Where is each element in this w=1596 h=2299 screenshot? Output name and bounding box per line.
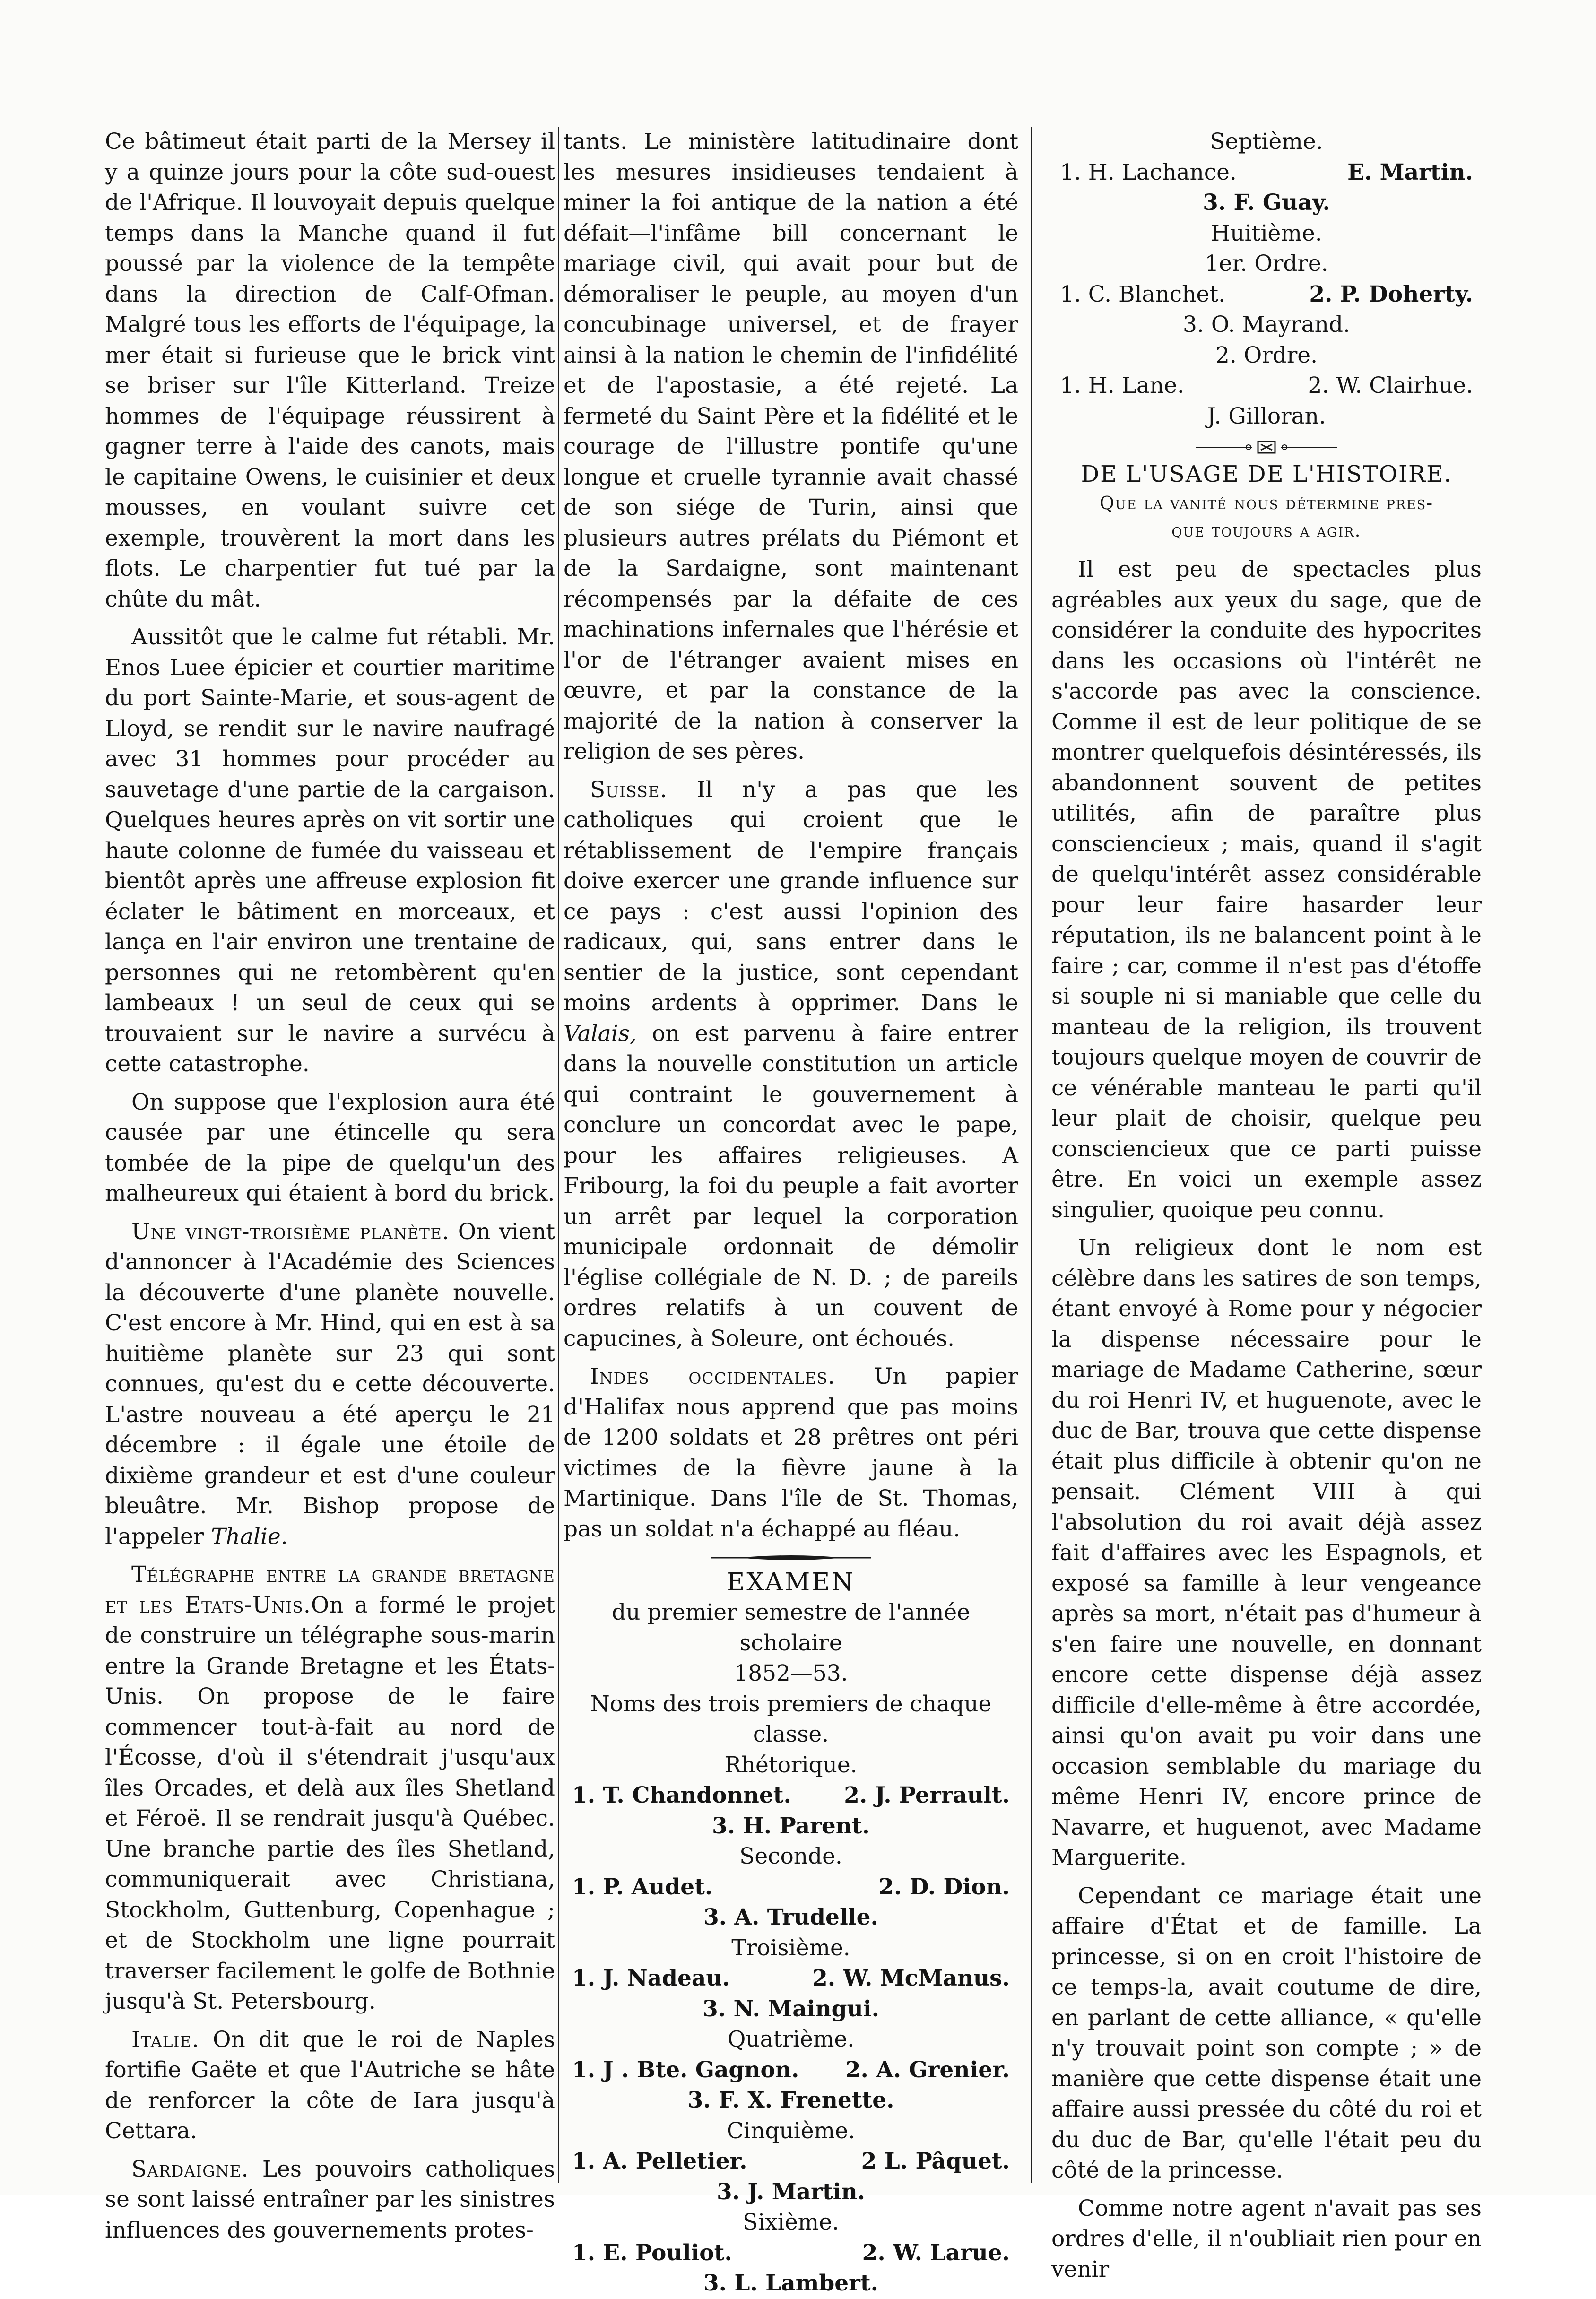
column-2 (564, 127, 1018, 2299)
sardinia-text: Les pouvoirs catholiques se sont laissé entraîner par les sinistres influences des gouvernements protes- (105, 2156, 555, 2243)
class-rhetorique (564, 1750, 1018, 1842)
italy-text: On dit que le roi de Naples fortifie Gaëte et que l'Autriche se hâte de renforcer la côte de Iara jusqu'à Cettara. (105, 2026, 555, 2144)
sardinia-paragraph (105, 2154, 555, 2246)
class-name: Quatrième. (727, 2026, 855, 2052)
rank-3: 3. L. Lambert. (703, 2270, 879, 2296)
planet-heading: Une vingt-troisième planète. (131, 1218, 450, 1245)
examen-section (564, 1567, 1018, 2299)
rank-1: 1. T. Chandonnet. (572, 1782, 791, 1808)
explosion-paragraph: Aussitôt que le calme fut rétabli. Mr. Enos Luee épicier et courtier maritime du port Sainte-Marie, et sous-agent de Lloyd, se rendit sur le navire naufragé avec 31 hommes pour procéder au sauvetage d'une partie de la cargaison. Quelques heures après on vit sortir une haute colonne de fumée du vaisseau et bientôt après une affreuse explosion fit éclater le bâtiment en morceaux, et lança en l'air environ une trentaine de personnes qui ne retombèrent qu'en lambeaux ! un seul de ceux qui se trouvaient sur le navire a survécu à cette catastrophe. (105, 624, 555, 1077)
rank-3: 3. A. Trudelle. (703, 1904, 878, 1930)
sardinia-heading: Sardaigne. (131, 2156, 249, 2182)
rank-1: 1. H. Lachance. (1060, 159, 1237, 185)
class-name: Rhétorique. (724, 1752, 858, 1778)
rank-3: 3. O. Mayrand. (1183, 312, 1350, 338)
order-2-label: 2. Ordre. (1215, 342, 1318, 368)
order-1-label: 1er. Ordre. (1205, 251, 1328, 277)
rank-1: 1. C. Blanchet. (1060, 281, 1226, 307)
class-septieme (1051, 127, 1482, 218)
rank-2: E. Martin. (1347, 159, 1473, 185)
article-subheading (1051, 489, 1482, 544)
shipwreck-paragraph: Ce bâtimeut était parti de la Mersey il y a quinze jours pour la côte sud-ouest de l'Afrique. Il louvoyait depuis quelque temps dans la Manche quand il fut poussé par la violence de la tempête dans la direction de Calf-Ofman. Malgré tous les efforts de l'équipage, la mer était si furieuse que le brick vint se briser sur l'île Kitterland. Treize hommes de l'équipage réussirent à gagner terre à l'aide des canots, mais le capitaine Owens, le cuisinier et deux mousses, en voulant suivre cet exemple, trouvèrent la mort dans les flots. Le charpentier fut tué par la chûte du mât. (105, 129, 555, 612)
scroll-ornament (1051, 440, 1482, 454)
planet-paragraph (105, 1217, 555, 1553)
rank-1: 1. P. Audet. (572, 1874, 713, 1900)
class-name: Cinquième. (727, 2117, 855, 2144)
planet-text: On vient d'annoncer à l'Académie des Sciences la découverte d'une planète nouvelle. C'est encore à Mr. Hind, qui en est à sa huitième planète sur 23 qui sont connues, qu'est du e cette découverte. L'astre nouveau a été aperçu le 21 décembre : il égale une étoile de dixième grandeur et est d'une couleur bleuâtre. Mr. Bishop propose de l'appeler (105, 1218, 555, 1550)
rank-1: 1. E. Pouliot. (572, 2239, 732, 2266)
rank-2: 2. P. Doherty. (1309, 281, 1473, 307)
column-divider-1 (558, 127, 559, 2183)
switzerland-heading: Suisse. (590, 776, 668, 803)
rank-2: 2. W. Clairhue. (1308, 373, 1473, 399)
rank-1: 1. H. Lane. (1060, 373, 1184, 399)
rank-3: 3. F. Guay. (1203, 190, 1330, 216)
rank-1: 1. J . Bte. Gagnon. (572, 2056, 799, 2083)
class-cinquieme (564, 2116, 1018, 2208)
switzerland-paragraph (564, 775, 1018, 1354)
telegraph-paragraph (105, 1560, 555, 2017)
history-paragraph-3: Cependant ce mariage était une affaire d'État et de famille. La princesse, si on en croit l'histoire de ce temps-la, avait coutume de dire, en parlant de cette alliance, « qu'elle n'y trouvait point son compte ; » de manière que cette dispense était une affaire aussi pressée du côté du roi et du duc de Bar, qu'elle l'était peu du côté de la princesse. (1051, 1883, 1482, 2183)
double-rule-ornament (564, 1553, 1018, 1562)
planet-name: Thalie. (211, 1523, 288, 1550)
class-seconde (564, 1841, 1018, 1933)
rank-3: 3. J. Martin. (716, 2178, 866, 2205)
rank-2: 2. D. Dion. (878, 1874, 1010, 1900)
west-indies-paragraph (564, 1362, 1018, 1544)
rank-1: 1. J. Nadeau. (572, 1965, 730, 1991)
west-indies-text: Un papier d'Halifax nous apprend que pas moins de 1200 soldats et 28 prêtres ont péri victimes de la fièvre jaune à la Martinique. Dans l'île de St. Thomas, pas un soldat n'a échappé au fléau. (564, 1363, 1018, 1542)
italy-paragraph (105, 2025, 555, 2147)
italy-heading: Italie. (131, 2026, 200, 2053)
rank-2: 2. J. Perrault. (844, 1782, 1010, 1808)
class-troisieme (564, 1933, 1018, 2025)
rank-3: J. Gilloran. (1207, 403, 1326, 429)
history-paragraph-4: Comme notre agent n'avait pas ses ordres d'elle, il n'oubliait rien pour en venir (1051, 2195, 1482, 2282)
west-indies-heading: Indes occidentales. (590, 1363, 835, 1389)
class-sixieme (564, 2207, 1018, 2299)
valais-name: Valais, (564, 1020, 637, 1047)
class-huitieme (1051, 218, 1482, 432)
rank-2: 2. A. Grenier. (845, 2056, 1010, 2083)
examen-years: 1852—53. (734, 1660, 848, 1686)
switzerland-text-b: on est parvenu à faire entrer dans la nouvelle constitution un article qui contraint le gouvernement à conclure un concordat avec le pape, pour les affaires religieuses. A Fribourg, la foi du peuple a fait avorter un arrêt par lequel la corporation municipale ordonnait de démolir l'église collégiale de N. D. ; de pareils ordres relatifs à un couvent de capucines, à Soleure, ont échoués. (564, 1020, 1018, 1352)
sardinia-continued-paragraph: tants. Le ministère latitudinaire dont les mesures insidieuses tendaient à miner la foi antique de la nation a été défait—l'infâme bill concernant le mariage civil, qui avait pour but de démoraliser le peuple, au moyen d'un concubinage universel, et de frayer ainsi à la nation le chemin de l'infidélité et de l'apostasie, a été rejeté. La fermeté du Saint Père et la fidélité et le courage de l'illustre pontife qu'une longue et cruelle tyrannie avait chassé de son siége de Turin, ainsi que plusieurs autres prélats du Piémont et de la Sardaigne, sont maintenant récompensés par la défaite de ces machinations infernales que l'hérésie et l'or de l'étranger avaient mises en œuvre, et par la constance de la majorité de la nation à conserver la religion de ses pères. (564, 129, 1018, 764)
telegraph-heading: Télégraphe entre la grande bretagne et les Etats-Unis. (105, 1562, 555, 1618)
examen-title: EXAMEN (727, 1568, 855, 1596)
rank-2: 2 L. Pâquet. (861, 2148, 1010, 2174)
rank-2: 2. W. McManus. (812, 1965, 1010, 1991)
class-name: Seconde. (739, 1843, 842, 1869)
rank-3: 3. H. Parent. (711, 1813, 870, 1839)
article-heading: DE L'USAGE DE L'HISTOIRE. (1081, 461, 1452, 487)
history-paragraph-2: Un religieux dont le nom est célèbre dans les satires de son temps, étant envoyé à Rome pour y négocier la dispense nécessaire pour le mariage de Madame Catherine, sœur du roi Henri IV, et huguenote, avec le duc de Bar, trouva que cette dispense était plus difficile à obtenir qu'on ne pensait. Clément VIII à qui l'absolution du roi avait déjà assez fait d'affaires avec les Espagnols, et exposé sa famille à leur vengeance après sa mort, n'était pas d'humeur à s'en faire une nouvelle, en donnant encore cette dispense déjà assez difficile d'elle-même à être accordée, ainsi qu'on avait pu voir dans une occasion semblable du mariage du même Henri IV, encore prince de Navarre, et huguenot, avec Madame Marguerite. (1051, 1235, 1482, 1871)
class-quatrieme (564, 2024, 1018, 2116)
explosion-cause-paragraph: On suppose que l'explosion aura été causée par une étincelle qu sera tombée de la pipe de quelqu'un des malheureux qui étaient à bord du brick. (105, 1089, 555, 1206)
rank-2: 2. W. Larue. (862, 2239, 1010, 2266)
rank-3: 3. N. Maingui. (703, 1995, 879, 2022)
class-name: Sixième. (743, 2209, 839, 2235)
telegraph-text: On a formé le projet de construire un télégraphe sous-marin entre la Grande Bretagne et les États-Unis. On propose de le faire commencer tout-à-fait au nord de l'Écosse, d'où il s'étendrait j'usqu'aux îles Orcades, et delà aux îles Shetland et Féroë. Il se rendrait jusqu'à Québec. Une branche partie des îles Shetland, communiquerait avec Christiana, Stockholm, Guttenburg, Copenhague ; et de Stockholm une ligne pourrait traverser facilement le golfe de Bothnie jusqu'à St. Petersbourg. (105, 1592, 555, 2014)
column-3 (1051, 127, 1482, 2292)
examen-note: Noms des trois premiers de chaque classe. (590, 1691, 992, 1747)
rank-3: 3. F. X. Frenette. (687, 2087, 894, 2113)
column-divider-2 (1031, 127, 1032, 2183)
subheading-line-1: Que la vanité nous détermine pres- (1099, 493, 1434, 513)
examen-subtitle: du premier semestre de l'année scholaire (611, 1599, 970, 1656)
column-1 (105, 127, 555, 2253)
rank-1: 1. A. Pelletier. (572, 2148, 747, 2174)
switzerland-text-a: Il n'y a pas que les catholiques qui croient que le rétablissement de l'empire français doive exercer une grande influence sur ce pays : c'est aussi l'opinion des radicaux, qui, sans entrer dans le sentier de la justice, sont cependant moins ardents à opprimer. Dans le (564, 776, 1018, 1016)
class-name: Septième. (1210, 129, 1323, 155)
class-name: Troisième. (731, 1935, 850, 1961)
class-name: Huitième. (1211, 220, 1322, 246)
history-paragraph-1: Il est peu de spectacles plus agréables aux yeux du sage, que de considérer la conduite des hypocrites dans les occasions où l'intérêt ne s'accorde pas avec la conscience. Comme il est de leur politique de se montrer quelquefois désintéressés, ils abandonnent souvent de petites utilités, afin de paraître plus consciencieux ; mais, quand il s'agit de quelqu'intérêt assez considérable pour leur faire hasarder leur réputation, ils ne balancent point à le faire ; car, comme il n'est pas d'étoffe si souple ni si maniable que celle du manteau de la religion, ils trouvent toujours quelque moyen de couvrir de ce vénérable manteau le parti qu'il leur plait de choisir, quelque peu consciencieux que ce parti puisse être. En voici un exemple assez singulier, quoique peu connu. (1051, 556, 1482, 1223)
subheading-line-2: que toujours a agir. (1171, 520, 1362, 541)
